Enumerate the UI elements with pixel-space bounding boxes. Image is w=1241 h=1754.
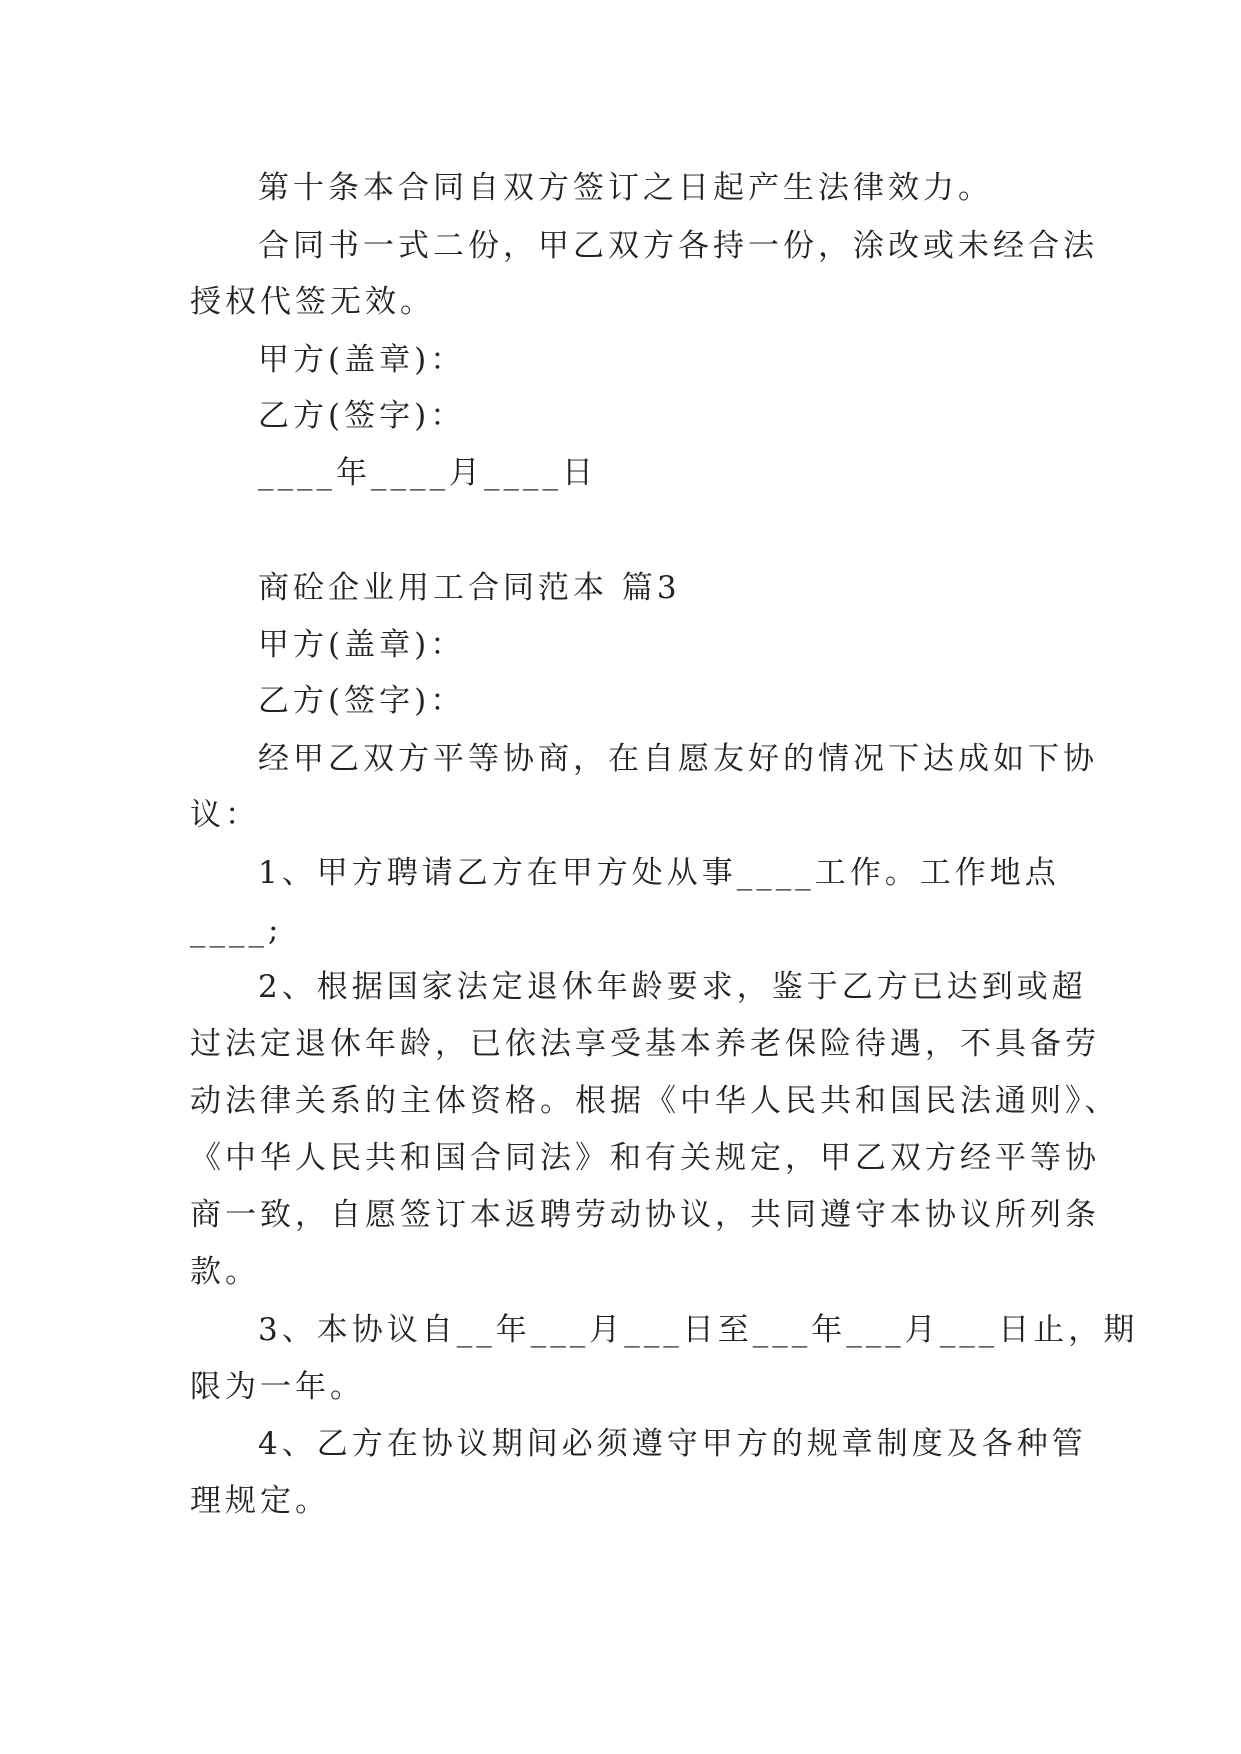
clause-3: 3、本协议自__年___月___日至___年___月___日止，期: [258, 1312, 1139, 1348]
clause-4: 4、乙方在协议期间必须遵守甲方的规章制度及各种管: [258, 1426, 1087, 1462]
clause-2-line-3: 动法律关系的主体资格。根据《中华人民共和国民法通则》、: [190, 1083, 1120, 1119]
agreement-intro-cont: 议：: [190, 797, 260, 833]
section-heading: 商砼企业用工合同范本 篇3: [258, 570, 681, 606]
clause-1: 1、甲方聘请乙方在甲方处从事____工作。工作地点: [258, 855, 1060, 891]
party-a-seal: 甲方(盖章)：: [258, 342, 466, 378]
party-b-signature: 乙方(签字)：: [258, 398, 466, 434]
clause-4-cont: 理规定。: [190, 1483, 330, 1519]
party-a-seal-2: 甲方(盖章)：: [258, 627, 466, 663]
clause-2-line-5: 商一致，自愿签订本返聘劳动协议，共同遵守本协议所列条: [190, 1197, 1100, 1233]
party-b-signature-2: 乙方(签字)：: [258, 683, 466, 719]
clause-2: 2、根据国家法定退休年龄要求，鉴于乙方已达到或超: [258, 969, 1087, 1005]
copies-clause: 合同书一式二份，甲乙双方各持一份，涂改或未经合法: [258, 228, 1098, 264]
clause-2-line-2: 过法定退休年龄，已依法享受基本养老保险待遇，不具备劳: [190, 1026, 1100, 1062]
agreement-intro: 经甲乙双方平等协商，在自愿友好的情况下达成如下协: [258, 741, 1098, 777]
date-line: ____年____月____日: [258, 455, 597, 491]
clause-2-line-6: 款。: [190, 1254, 260, 1290]
clause-3-cont: 限为一年。: [190, 1369, 365, 1405]
clause-10-effect: 第十条本合同自双方签订之日起产生法律效力。: [258, 170, 993, 206]
clause-1-cont: ____;: [190, 912, 283, 948]
copies-clause-cont: 授权代签无效。: [190, 284, 435, 320]
clause-2-line-4: 《中华人民共和国合同法》和有关规定，甲乙双方经平等协: [190, 1140, 1100, 1176]
